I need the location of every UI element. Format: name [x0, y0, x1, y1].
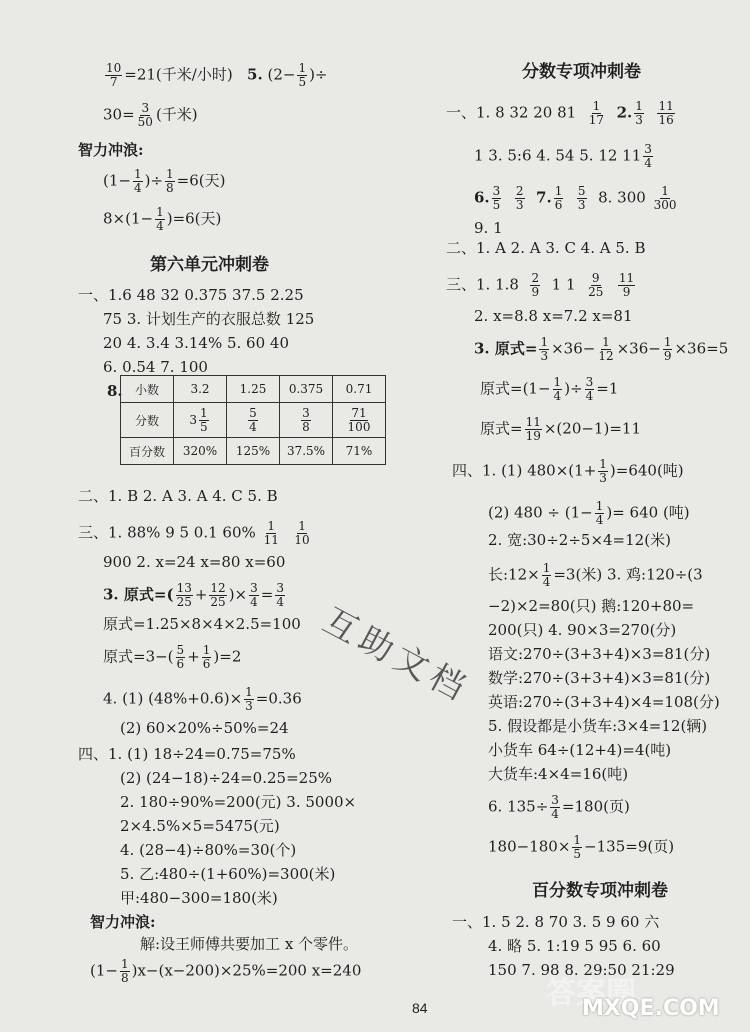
pct-s1-line2: 4. 略 5. 1:19 5 95 6. 60 — [488, 937, 661, 955]
fraction: $\frac{1}{4}$ — [553, 375, 562, 403]
zhili-title-2: 智力冲浪: — [90, 913, 156, 931]
fraction: $\frac{3}{4}$ — [250, 581, 258, 609]
fraction: $\frac{13}{25}$ — [176, 581, 192, 609]
fraction: $\frac{1}{8}$ — [120, 957, 129, 985]
zhili-title-1: 智力冲浪: — [78, 141, 144, 159]
fraction: $\frac{5}{6}$ — [176, 643, 185, 671]
fraction: $\frac{1}{8}$ — [166, 167, 174, 195]
fraction: $\frac{3}{5}$ — [492, 184, 501, 212]
unit6-s3-line4: 原式=1.25×8×4×2.5=100 — [103, 615, 301, 633]
unit6-s4-line3: 2. 180÷90%=200(元) 3. 5000× — [120, 793, 357, 811]
unit6-s4-line7: 甲:480−300=180(米) — [120, 889, 278, 907]
zhili2-line1: 解:设王师傅共要加工 x 个零件。 — [140, 935, 359, 953]
fraction-table — [120, 375, 386, 465]
unit6-s4-line4: 2×4.5%×5=5475(元) — [120, 817, 280, 835]
zhili2-line2: (1− $\frac{1}{8}$ )x−(x−200)×25%=200 x=240 — [90, 957, 362, 985]
frac-s4-line6: 200(只) 4. 90×3=270(分) — [488, 621, 677, 639]
question-8-label: 8. — [107, 382, 123, 400]
fraction: $\frac{3}{4}$ — [276, 581, 284, 609]
frac-s1-line1: 一、1. 8 32 20 81 $\frac{1}{17}$ 2. $\frac{1}{3}$ $\frac{11}{16}$ — [446, 99, 674, 127]
fraction: $\frac{1}{12}$ — [598, 335, 614, 363]
fraction: $\frac{1}{17}$ — [588, 99, 605, 127]
fraction: $\frac{3}{4}$ — [551, 793, 559, 821]
frac-s3-line4: 原式=(1− $\frac{1}{4}$ )÷ $\frac{3}{4}$ =1 — [480, 375, 619, 403]
table-cell: 37.5% — [280, 438, 333, 465]
fraction: $\frac{1}{5}$ — [573, 833, 582, 861]
table-cell: 0.71 — [333, 376, 386, 403]
fraction: $\frac{1}{4}$ — [542, 561, 551, 589]
left-top-line1: $\frac{10}{7}$ =21(千米/小时) 5. (2− $\frac{1}{5}$ )÷ — [106, 61, 328, 89]
section-title-fraction: 分数专项冲刺卷 — [522, 62, 641, 82]
frac-s4-line13: 6. 135÷ $\frac{3}{4}$ =180(页) — [488, 793, 630, 821]
pct-s1-line1: 一、1. 5 2. 8 70 3. 5 9 60 六 — [452, 913, 660, 931]
fraction: $\frac{1}{3}$ — [599, 457, 607, 485]
fraction: $\frac{1}{4}$ — [133, 167, 142, 195]
fraction: $\frac{1}{6}$ — [202, 643, 211, 671]
fraction: $\frac{3}{4}$ — [644, 142, 652, 170]
unit6-s3-line7: (2) 60×20%÷50%=24 — [120, 719, 289, 737]
table-cell: $\frac{71}{100}$ — [333, 403, 386, 438]
frac-s4-line11: 小货车 64÷(12+4)=4(吨) — [488, 741, 672, 759]
unit6-s4-line2: (2) (24−18)÷24=0.25=25% — [120, 769, 332, 787]
watermark-logo: 答案圈 — [546, 976, 636, 1011]
fraction: $\frac{11}{16}$ — [658, 99, 674, 127]
unit6-s4-line6: 5. 乙:480÷(1+60%)=300(米) — [120, 865, 336, 883]
frac-s1-line2: 1 3. 5:6 4. 54 5. 12 11 $\frac{3}{4}$ — [474, 142, 652, 170]
fraction: $\frac{1}{3}$ — [245, 685, 253, 713]
fraction: $\frac{11}{19}$ — [525, 415, 541, 443]
fraction: $\frac{2}{3}$ — [515, 184, 524, 212]
table-cell: $\frac{3}{8}$ — [280, 403, 333, 438]
fraction: $\frac{10}{7}$ — [106, 61, 122, 89]
table-cell: 小数 — [121, 376, 174, 403]
frac-s4-line4: 长:12× $\frac{1}{4}$ =3(米) 3. 鸡:120÷(3 — [488, 561, 703, 589]
table-row — [121, 438, 386, 465]
fraction: $\frac{2}{9}$ — [531, 271, 540, 299]
fraction: $\frac{11}{9}$ — [618, 271, 635, 299]
unit6-s4-line1: 四、1. (1) 18÷24=0.75=75% — [78, 745, 296, 763]
fraction: $\frac{1}{300}$ — [653, 184, 677, 212]
frac-s4-line8: 数学:270÷(3+3+4)×3=81(分) — [488, 669, 711, 687]
zhili1-line2: 8×(1− $\frac{1}{4}$ )=6(天) — [103, 205, 222, 233]
table-cell: 3.2 — [174, 376, 227, 403]
frac-s4-line3: 2. 宽:30÷2÷5×4=12(米) — [488, 531, 671, 549]
fraction: $\frac{12}{25}$ — [210, 581, 226, 609]
fraction: $\frac{1}{4}$ — [595, 499, 604, 527]
unit6-s3-line1: 三、1. 88% 9 5 0.1 60% $\frac{1}{11}$ $\frac{1}{10}$ — [78, 519, 310, 547]
fraction: $\frac{1}{11}$ — [263, 519, 279, 547]
frac-s3-line1: 三、1. 1.8 $\frac{2}{9}$ 1 1 $\frac{9}{25}$ $\frac{11}{9}$ — [446, 271, 635, 299]
frac-s3-line3: 3. 原式= $\frac{1}{3}$ ×36− $\frac{1}{12}$ ×36− $\frac{1}{9}$ ×36=5 — [474, 335, 729, 363]
fraction: $\frac{1}{4}$ — [156, 205, 164, 233]
frac-s4-line9: 英语:270÷(3+3+4)×4=108(分) — [488, 693, 720, 711]
frac-s4-line2: (2) 480 ÷ (1− $\frac{1}{4}$ )= 640 (吨) — [488, 499, 690, 527]
page-number: 84 — [412, 1000, 428, 1016]
frac-s4-line7: 语文:270÷(3+3+4)×3=81(分) — [488, 645, 711, 663]
unit6-s3-line6: 4. (1) (48%+0.6)× $\frac{1}{3}$ =0.36 — [103, 685, 302, 713]
unit6-s4-line5: 4. (28−4)÷80%=30(个) — [120, 841, 297, 859]
fraction: $\frac{1}{10}$ — [294, 519, 310, 547]
unit6-s3-line2: 900 2. x=24 x=80 x=60 — [103, 553, 286, 571]
fraction: $\frac{3}{50}$ — [137, 101, 153, 129]
table-cell: 百分数 — [121, 438, 174, 465]
section-title-percent: 百分数专项冲刺卷 — [532, 881, 668, 901]
fraction: $\frac{9}{25}$ — [588, 271, 604, 299]
frac-s4-line14: 180−180× $\frac{1}{5}$ −135=9(页) — [488, 833, 675, 861]
frac-s2: 二、1. A 2. A 3. C 4. A 5. B — [446, 239, 646, 257]
table-cell: 3 $\frac{1}{5}$ — [174, 403, 227, 438]
table-row — [121, 403, 386, 438]
handwritten-annotation: 互助文档 — [316, 600, 477, 711]
fraction: $\frac{1}{3}$ — [540, 335, 549, 363]
fraction: $\frac{5}{3}$ — [577, 184, 586, 212]
table-cell: $\frac{5}{4}$ — [227, 403, 280, 438]
frac-s4-line5: −2)×2=80(只) 鹅:120+80= — [488, 597, 695, 615]
table-row — [121, 376, 386, 403]
frac-s3-line5: 原式= $\frac{11}{19}$ ×(20−1)=11 — [480, 415, 641, 443]
unit6-s1-line2: 75 3. 计划生产的衣服总数 125 — [103, 310, 315, 328]
unit6-s1-line1: 一、1.6 48 32 0.375 37.5 2.25 — [78, 286, 304, 304]
unit6-s2: 二、1. B 2. A 3. A 4. C 5. B — [78, 487, 278, 505]
fraction: $\frac{1}{6}$ — [554, 184, 563, 212]
frac-s4-line1: 四、1. (1) 480×(1+ $\frac{1}{3}$ )=640(吨) — [452, 457, 684, 485]
unit6-s1-line3: 20 4. 3.4 3.14% 5. 60 40 — [103, 334, 289, 352]
left-top-line2: 30= $\frac{3}{50}$ (千米) — [103, 101, 198, 129]
frac-s4-line10: 5. 假设都是小货车:3×4=12(辆) — [488, 717, 708, 735]
table-cell: 125% — [227, 438, 280, 465]
watermark-url: MXQE.COM — [582, 996, 720, 1021]
frac-s1-line3: 6. $\frac{3}{5}$ $\frac{2}{3}$ 7. $\frac{1}{6}$ $\frac{5}{3}$ 8. 300 $\frac{1}{300}$ — [474, 184, 677, 212]
unit6-s3-line3: 3. 原式=( $\frac{13}{25}$ + $\frac{12}{25}$ )× $\frac{3}{4}$ = $\frac{3}{4}$ — [103, 581, 284, 609]
table-cell: 320% — [174, 438, 227, 465]
fraction: $\frac{1}{9}$ — [663, 335, 672, 363]
unit6-s3-line5: 原式=3−( $\frac{5}{6}$ + $\frac{1}{6}$ )=2 — [103, 643, 242, 671]
fraction: $\frac{1}{5}$ — [298, 61, 307, 89]
fraction: $\frac{1}{3}$ — [635, 99, 643, 127]
zhili1-line1: (1− $\frac{1}{4}$ )÷ $\frac{1}{8}$ =6(天) — [103, 167, 226, 195]
frac-s1-line4: 9. 1 — [474, 219, 503, 237]
table-cell: 1.25 — [227, 376, 280, 403]
frac-s4-line12: 大货车:4×4=16(吨) — [488, 765, 629, 783]
unit6-s1-line4: 6. 0.54 7. 100 — [103, 358, 208, 376]
table-cell: 71% — [333, 438, 386, 465]
frac-s3-line2: 2. x=8.8 x=7.2 x=81 — [474, 307, 633, 325]
pct-s1-line3: 150 7. 98 8. 29:50 21:29 — [488, 961, 675, 979]
section-title-unit6: 第六单元冲刺卷 — [150, 255, 269, 275]
table-cell: 分数 — [121, 403, 174, 438]
table-cell: 0.375 — [280, 376, 333, 403]
fraction: $\frac{3}{4}$ — [585, 375, 594, 403]
